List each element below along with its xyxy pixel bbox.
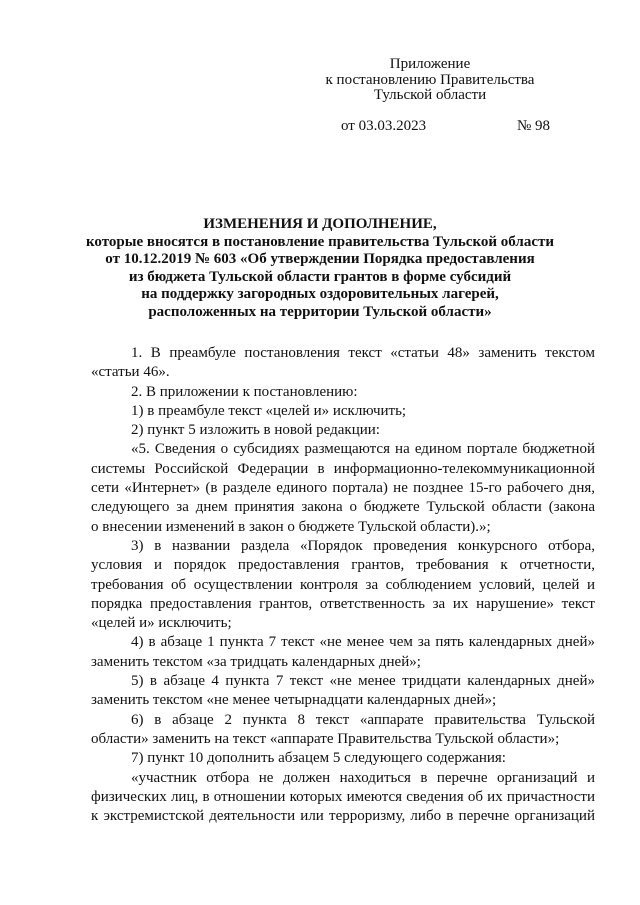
title-line: которые вносятся в постановление правительства Тульской области xyxy=(85,233,555,250)
body-line: 2) пункт 5 изложить в новой редакции: xyxy=(131,422,380,439)
title-line: от 10.12.2019 № 603 «Об утверждении Порядка предоставления xyxy=(105,251,535,268)
title-line: из бюджета Тульской области грантов в форме субсидий xyxy=(128,268,512,285)
body-line: требования об осуществлении контроля за соблюдением условий, целей и xyxy=(91,576,595,593)
body-line: следующего за днем принятия закона о бюджете Тульской области (закона xyxy=(91,499,595,516)
appendix-resolution: к постановлению Правительства xyxy=(325,71,535,88)
body-line: 3) в названии раздела «Порядок проведения конкурсного отбора, xyxy=(131,537,595,554)
body-line: 5) в абзаце 4 пункта 7 текст «не менее тридцати календарных дней» xyxy=(131,673,595,690)
title-line: ИЗМЕНЕНИЯ И ДОПОЛНЕНИЕ, xyxy=(203,216,437,232)
document-date: от 03.03.2023 xyxy=(341,118,427,134)
body-line: физических лиц, в отношении которых имеются сведения об их причастности xyxy=(91,788,595,805)
appendix-region: Тульской области xyxy=(373,87,487,103)
body-line: 6) в абзаце 2 пункта 8 текст «аппарате правительства Тульской xyxy=(131,711,595,728)
body-line: условия и порядок предоставления грантов, требования к отчетности, xyxy=(91,557,595,574)
body-line: «5. Сведения о субсидиях размещаются на едином портале бюджетной xyxy=(131,441,595,458)
body-line: сети «Интернет» (в разделе единого портала) не позднее 15-го рабочего дня, xyxy=(91,480,595,497)
body-line: области» заменить на текст «аппарате Правительства Тульской области»; xyxy=(91,730,560,747)
body-line: «целей и» исключить; xyxy=(91,615,232,632)
body-line: «статьи 46». xyxy=(91,364,170,381)
document-title xyxy=(80,216,560,322)
body-line: заменить текстом «за тридцать календарных дней»; xyxy=(91,653,421,670)
body-line: о внесении изменений в закон о бюджете Тульской области).»; xyxy=(91,518,491,535)
body-line: 2. В приложении к постановлению: xyxy=(131,383,358,400)
title-line: расположенных на территории Тульской области» xyxy=(148,303,492,320)
body-line: системы Российской Федерации в информационно-телекоммуникационной xyxy=(91,460,595,477)
document-number: № 98 xyxy=(517,118,551,134)
body-line: к экстремистской деятельности или терроризму, либо в перечне организаций xyxy=(91,808,595,825)
body-line: 7) пункт 10 дополнить абзацем 5 следующего содержания: xyxy=(131,750,506,767)
body-line: «участник отбора не должен находиться в перечне организаций и xyxy=(131,769,595,786)
body-line: порядка предоставления грантов, ответственность за их нарушение» текст xyxy=(91,595,595,612)
body-line: 1) в преамбуле текст «целей и» исключить; xyxy=(131,402,407,419)
document-body xyxy=(91,344,595,826)
body-line: 1. В преамбуле постановления текст «статьи 48» заменить текстом xyxy=(131,345,595,361)
body-line: заменить текстом «не менее четырнадцати календарных дней»; xyxy=(91,692,497,709)
body-line: 4) в абзаце 1 пункта 7 текст «не менее чем за пять календарных дней» xyxy=(131,634,595,651)
appendix-label: Приложение xyxy=(389,56,471,72)
title-line: на поддержку загородных оздоровительных лагерей, xyxy=(141,286,499,303)
appendix-header xyxy=(300,57,560,104)
